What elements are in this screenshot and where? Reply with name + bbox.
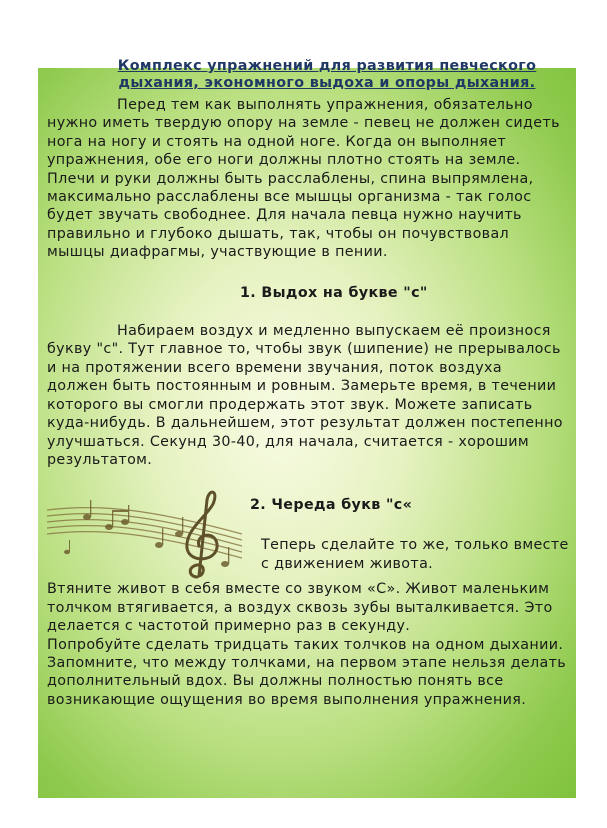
section-1-heading: 1. Выдох на букве "с" [240,284,428,301]
section-2-paragraph: Втяните живот в себя вместе со звуком «С». Живот маленьким толчком втягивается, а воздух сквозь зубы выталкивается. Это делается с частотой примерно раз в секунду. [47,581,553,635]
music-staff-image [47,482,242,582]
title-line-2: дыхания, экономного выдоха и опоры дыхания. [118,75,536,91]
section-2-paragraph-2: Попробуйте сделать тридцать таких толчков на одном дыхании. Запомните, что между толчками, на первом этапе нельзя делать дополнительный вдох. Вы должны полностью понять все возникающие ощущения во время выполнения упражнения. [47,636,567,708]
treble-clef-icon [187,492,217,577]
section-2-heading: 2. Череда букв "с« [250,497,413,514]
intro-paragraph: Перед тем как выполнять упражнения, обязательно нужно иметь твердую опору на земле - певец не должен сидеть нога на ногу и стоять на одной ноге. Когда он выполняет упражнения, обе его ноги должны плотно стоять на земле. Плечи и руки должны быть расслаблены, спина выпрямлена, максимально расслаблены все мышцы организма - так голос будет звучать свободнее. Для начала певца нужно научить правильно и глубоко дышать, так, чтобы он почувствовал мышцы диафрагмы, участвующие в пении. [47,97,560,261]
section-2-header-block [47,488,567,580]
document-body [47,58,567,709]
section-2-intro-text: Теперь сделайте то же, только вместе с движением живота. [261,537,569,572]
section-1-paragraph: Набираем воздух и медленно выпускаем её произнося букву "с". Тут главное то, чтобы звук (шипение) не прерывалось и на протяжении всего времени звучания, поток воздуха должен быть постоянным и ровным. Замерьте время, в течении которого вы смогли продержать этот звук. Можете записать куда-нибудь. В дальнейшем, этот результат должен постепенно улучшаться. Секунд 30-40, для начала, считается - хорошим результатом. [47,323,563,468]
document-title [47,58,567,92]
title-line-1: Комплекс упражнений для развития певческого [117,58,537,74]
